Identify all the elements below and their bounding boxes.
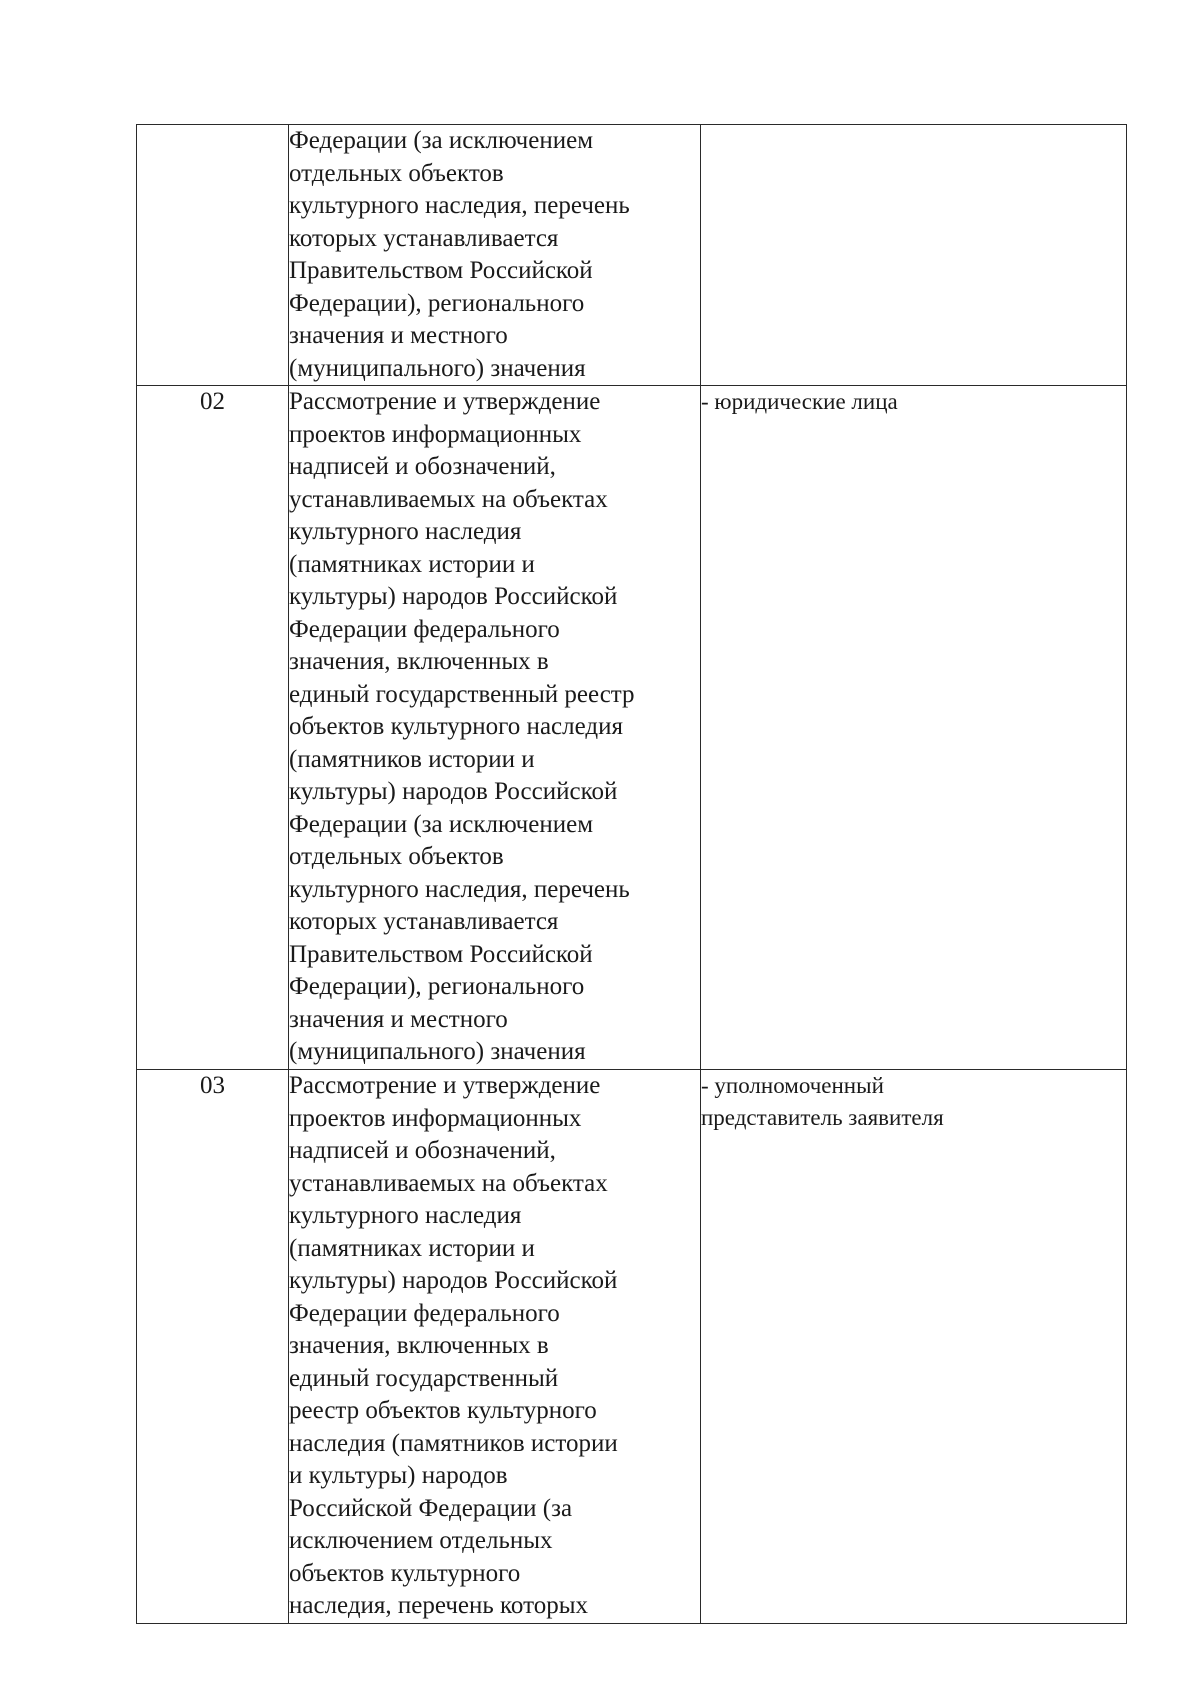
- description-line: Федерации (за исключением: [289, 810, 594, 838]
- row-code: [137, 125, 289, 386]
- description-line: Правительством Российской: [289, 940, 593, 968]
- service-description: [289, 386, 701, 1070]
- description-line: устанавливаемых на объектах: [289, 1169, 608, 1197]
- table-row: [137, 386, 1127, 1070]
- description-line: (памятников истории и: [289, 745, 535, 773]
- description-line: которых устанавливается: [289, 908, 559, 935]
- applicant-line: представитель заявителя: [701, 1105, 944, 1130]
- description-line: Федерации), регионального: [289, 289, 585, 317]
- description-line: культурного наследия, перечень: [289, 192, 630, 219]
- description-line: Рассмотрение и утверждение: [289, 1072, 601, 1099]
- description-line: значения и местного: [289, 322, 508, 349]
- table-row: [137, 1070, 1127, 1624]
- service-description: [289, 1070, 701, 1624]
- description-line: культурного наследия, перечень: [289, 875, 630, 903]
- description-line: значения, включенных в: [289, 648, 549, 675]
- description-line: проектов информационных: [289, 420, 582, 448]
- service-description: [289, 125, 701, 386]
- description-line: единый государственный реестр: [289, 680, 635, 708]
- description-line: культурного наследия: [289, 518, 522, 545]
- description-line: (памятниках истории и: [289, 1234, 535, 1262]
- description-line: Федерации федерального: [289, 615, 560, 643]
- description-line: и культуры) народов: [289, 1462, 508, 1489]
- description-line: культуры) народов Российской: [289, 1267, 618, 1294]
- description-line: надписей и обозначений,: [289, 453, 556, 480]
- description-line: культурного наследия: [289, 1202, 522, 1229]
- description-line: которых устанавливается: [289, 224, 559, 252]
- description-line: исключением отдельных: [289, 1527, 553, 1554]
- description-line: (муниципального) значения: [289, 1038, 586, 1065]
- description-line: единый государственный: [289, 1364, 559, 1392]
- description-line: (памятниках истории и: [289, 550, 535, 578]
- applicant-category: [701, 125, 1127, 386]
- row-code: 02: [137, 386, 289, 1070]
- description-line: наследия (памятников истории: [289, 1429, 618, 1457]
- description-line: объектов культурного: [289, 1559, 521, 1587]
- description-line: Федерации), регионального: [289, 973, 585, 1000]
- description-line: Российской Федерации (за: [289, 1494, 573, 1522]
- description-line: культуры) народов Российской: [289, 583, 618, 610]
- description-line: Рассмотрение и утверждение: [289, 388, 601, 415]
- description-line: наследия, перечень которых: [289, 1592, 588, 1619]
- description-line: устанавливаемых на объектах: [289, 485, 608, 513]
- description-line: значения и местного: [289, 1005, 508, 1033]
- description-line: отдельных объектов: [289, 843, 504, 870]
- applicant-category: [701, 1070, 1127, 1624]
- applicant-line: - юридические лица: [701, 389, 898, 414]
- description-line: отдельных объектов: [289, 159, 504, 187]
- description-line: Федерации федерального: [289, 1299, 560, 1327]
- applicant-line: - уполномоченный: [701, 1073, 884, 1098]
- services-table: [136, 124, 1127, 1624]
- description-line: Правительством Российской: [289, 257, 593, 284]
- applicant-category: [701, 386, 1127, 1070]
- description-line: реестр объектов культурного: [289, 1397, 597, 1424]
- table-row: [137, 125, 1127, 386]
- description-line: культуры) народов Российской: [289, 778, 618, 805]
- description-line: (муниципального) значения: [289, 354, 586, 382]
- description-line: значения, включенных в: [289, 1332, 549, 1359]
- description-line: проектов информационных: [289, 1104, 582, 1132]
- description-line: объектов культурного наследия: [289, 713, 623, 740]
- row-code: 03: [137, 1070, 289, 1624]
- description-line: надписей и обозначений,: [289, 1137, 556, 1164]
- description-line: Федерации (за исключением: [289, 127, 594, 154]
